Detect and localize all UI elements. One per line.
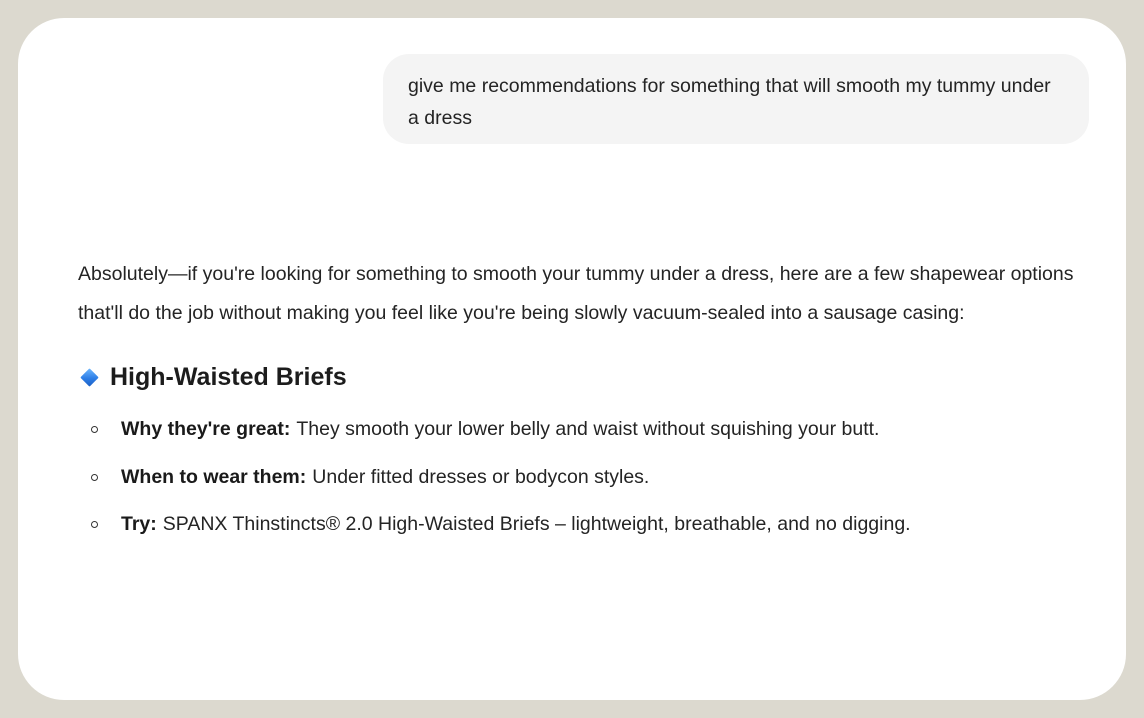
bullet-circle-icon bbox=[91, 474, 98, 481]
bullet-label: Why they're great: bbox=[121, 418, 291, 441]
blue-diamond-icon bbox=[80, 368, 98, 386]
chat-window bbox=[18, 18, 1126, 700]
bullet-text: They smooth your lower belly and waist without squishing your butt. bbox=[296, 418, 880, 441]
bullet-circle-icon bbox=[91, 426, 98, 433]
user-message-bubble bbox=[383, 54, 1089, 144]
list-item bbox=[78, 406, 1108, 454]
assistant-intro-text: Absolutely—if you're looking for something to smooth your tummy under a dress, here are a few shapewear options that'll do the job without making you feel like you're being slowly vacuum-sealed into a sausage casing: bbox=[78, 263, 1074, 324]
section-heading bbox=[78, 358, 1108, 396]
bullet-text: SPANX Thinstincts® 2.0 High-Waisted Briefs – lightweight, breathable, and no digging. bbox=[162, 513, 911, 536]
bullet-circle-icon bbox=[91, 521, 98, 528]
assistant-response bbox=[78, 255, 1108, 549]
bullet-list bbox=[78, 406, 1108, 549]
list-item bbox=[78, 454, 1108, 502]
bullet-label: When to wear them: bbox=[121, 465, 307, 488]
section-heading-text: High-Waisted Briefs bbox=[110, 362, 347, 391]
bullet-text: Under fitted dresses or bodycon styles. bbox=[312, 465, 650, 488]
list-item bbox=[78, 501, 1108, 549]
bullet-label: Try: bbox=[121, 513, 157, 536]
user-message-text: give me recommendations for something that will smooth my tummy under a dress bbox=[408, 75, 1051, 129]
